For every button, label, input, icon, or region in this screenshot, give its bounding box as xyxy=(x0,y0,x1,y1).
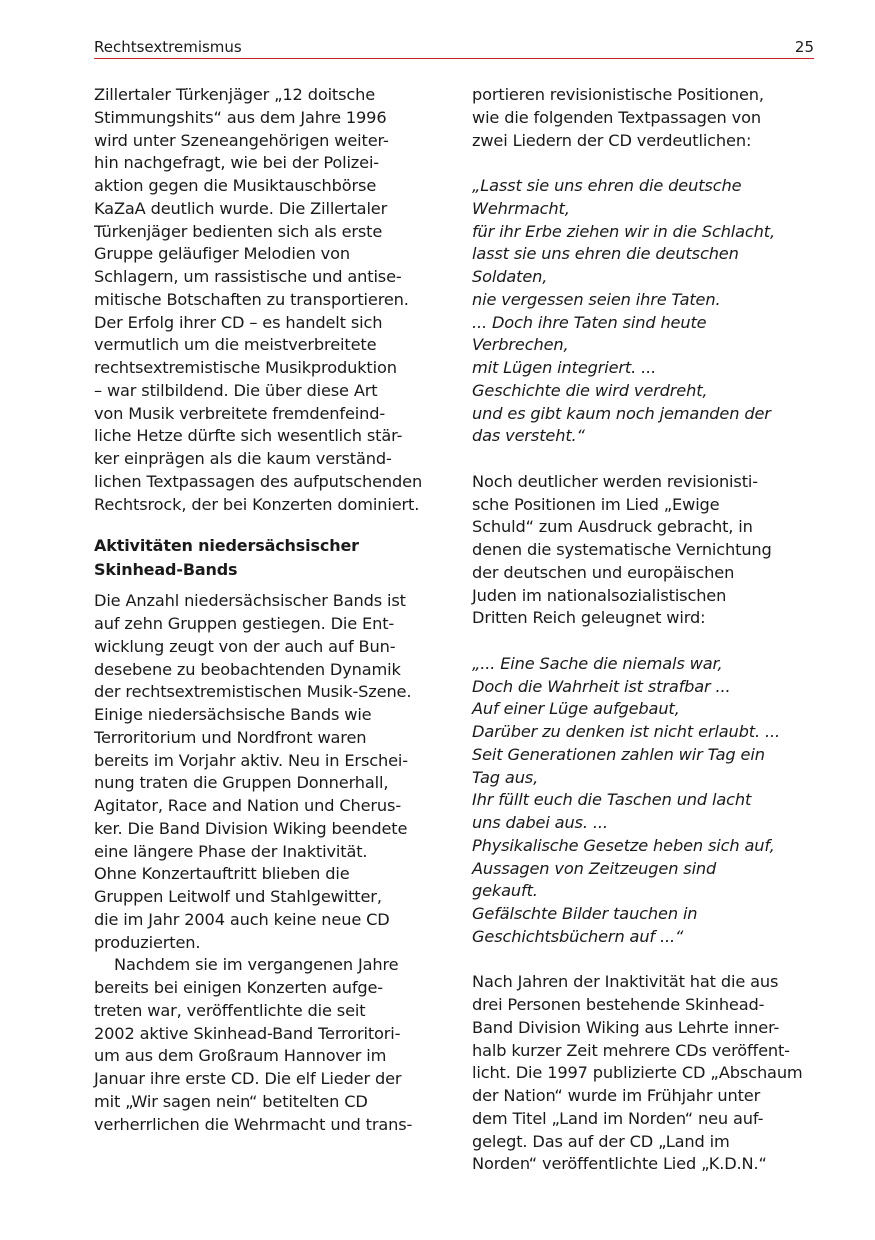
text-line: Nachdem sie im vergangenen Jahre xyxy=(114,955,399,975)
paragraph-terroritorium xyxy=(94,954,439,1136)
text-line: Schlagern, um rassistische und antise- xyxy=(94,267,402,286)
text-line: bereits im Vorjahr aktiv. Neu in Erschei- xyxy=(94,750,408,770)
text-line: rechtsextremistische Musikproduktion xyxy=(94,358,397,377)
quote-line: Ihr füllt euch die Taschen und lacht xyxy=(472,790,752,810)
quote-line: uns dabei aus. ... xyxy=(472,813,608,832)
text-line: Der Erfolg ihrer CD – es handelt sich xyxy=(94,312,383,332)
text-line: Terroritorium und Nordfront waren xyxy=(94,727,367,747)
paragraph-intro xyxy=(94,84,439,516)
text-line: gelegt. Das auf der CD „Land im xyxy=(472,1131,730,1151)
quote-line: mit Lügen integriert. ... xyxy=(472,358,657,377)
text-line: bereits bei einigen Konzerten aufge- xyxy=(94,978,383,997)
text-line: Die Anzahl niedersächsischer Bands ist xyxy=(94,591,406,611)
lyrics-quote-wehrmacht xyxy=(472,175,817,448)
text-line: wird unter Szeneangehörigen weiter- xyxy=(94,130,389,150)
text-line: Noch deutlicher werden revisionisti- xyxy=(472,471,758,491)
text-line: Gruppe geläufiger Melodien von xyxy=(94,244,350,264)
text-line: mitische Botschaften zu transportieren. xyxy=(94,289,409,309)
text-line: mit „Wir sagen nein“ betitelten CD xyxy=(94,1091,368,1111)
paragraph-gap xyxy=(472,448,817,471)
quote-line: Seit Generationen zahlen wir Tag ein xyxy=(472,744,765,764)
text-line: 2002 aktive Skinhead-Band Terroritori- xyxy=(94,1023,401,1043)
text-line: verherrlichen die Wehrmacht und trans- xyxy=(94,1114,413,1134)
text-line: produzierten. xyxy=(94,932,201,952)
text-line: nung traten die Gruppen Donnerhall, xyxy=(94,773,389,793)
quote-line: Verbrechen, xyxy=(472,335,569,355)
quote-line: gekauft. xyxy=(472,881,538,901)
quote-line: Doch die Wahrheit ist strafbar ... xyxy=(472,676,731,696)
text-line: treten war, veröffentlichte die seit xyxy=(94,1000,366,1020)
left-column xyxy=(94,84,439,1136)
paragraph-bands xyxy=(94,590,439,954)
text-line: drei Personen bestehende Skinhead- xyxy=(472,995,765,1014)
quote-line: Geschichtsbüchern auf ...“ xyxy=(472,926,684,946)
text-line: ker einprägen als die kaum verständ- xyxy=(94,449,392,468)
quote-line: „... Eine Sache die niemals war, xyxy=(472,653,723,673)
quote-line: Auf einer Lüge aufgebaut, xyxy=(472,699,680,719)
text-line: Türkenjäger bedienten sich als erste xyxy=(94,221,383,241)
text-line: halb kurzer Zeit mehrere CDs veröffent- xyxy=(472,1040,790,1060)
running-header-section: Rechtsextremismus xyxy=(94,38,242,56)
text-line: Nach Jahren der Inaktivität hat die aus xyxy=(472,972,779,992)
text-line: Juden im nationalsozialistischen xyxy=(472,585,727,605)
text-line: ker. Die Band Division Wiking beendete xyxy=(94,818,408,838)
quote-line: das versteht.“ xyxy=(472,426,585,446)
paragraph-division-wiking xyxy=(472,971,817,1176)
quote-line: Geschichte die wird verdreht, xyxy=(472,380,708,400)
text-line: Norden“ veröffentlichte Lied „K.D.N.“ xyxy=(472,1154,767,1174)
quote-line: für ihr Erbe ziehen wir in die Schlacht, xyxy=(472,221,775,241)
text-line: denen die systematische Vernichtung xyxy=(472,540,772,559)
quote-line: Gefälschte Bilder tauchen in xyxy=(472,904,698,923)
text-line: vermutlich um die meistverbreitete xyxy=(94,335,377,355)
text-line: desebene zu beobachtenden Dynamik xyxy=(94,659,401,679)
lyrics-quote-ewige-schuld xyxy=(472,653,817,949)
text-line: KaZaA deutlich wurde. Die Zillertaler xyxy=(94,198,388,218)
page-number: 25 xyxy=(794,38,814,56)
text-line: wicklung zeugt von der auch auf Bun- xyxy=(94,636,396,656)
section-heading xyxy=(94,534,439,582)
text-line: Schuld“ zum Ausdruck gebracht, in xyxy=(472,517,753,537)
quote-line: Aussagen von Zeitzeugen sind xyxy=(472,858,717,878)
text-line: eine längere Phase der Inaktivität. xyxy=(94,841,368,861)
text-line: wie die folgenden Textpassagen von xyxy=(472,107,761,127)
text-line: – war stilbildend. Die über diese Art xyxy=(94,380,378,400)
text-line: lichen Textpassagen des aufputschenden xyxy=(94,471,423,491)
text-line: liche Hetze dürfte sich wesentlich stär- xyxy=(94,426,403,446)
quote-line: nie vergessen seien ihre Taten. xyxy=(472,289,721,309)
text-line: licht. Die 1997 publizierte CD „Abschaum xyxy=(472,1063,803,1083)
quote-line: ... Doch ihre Taten sind heute xyxy=(472,312,707,332)
text-line: der deutschen und europäischen xyxy=(472,562,735,582)
paragraph-gap xyxy=(472,630,817,653)
paragraph-ewige-schuld xyxy=(472,471,817,630)
paragraph-gap xyxy=(472,152,817,175)
paragraph-gap xyxy=(472,949,817,972)
text-line: auf zehn Gruppen gestiegen. Die Ent- xyxy=(94,614,395,633)
text-line: Dritten Reich geleugnet wird: xyxy=(472,608,706,628)
text-line: der rechtsextremistischen Musik-Szene. xyxy=(94,682,412,702)
quote-line: Physikalische Gesetze heben sich auf, xyxy=(472,835,775,855)
text-line: von Musik verbreitete fremdenfeind- xyxy=(94,403,386,423)
text-line: Gruppen Leitwolf und Stahlgewitter, xyxy=(94,887,382,906)
quote-line: Soldaten, xyxy=(472,267,548,286)
right-column xyxy=(472,84,817,1176)
text-line: Agitator, Race and Nation und Cherus- xyxy=(94,796,402,815)
quote-line: „Lasst sie uns ehren die deutsche xyxy=(472,176,742,195)
text-line: zwei Liedern der CD verdeutlichen: xyxy=(472,130,752,150)
running-header xyxy=(94,36,814,59)
text-line: aktion gegen die Musiktauschbörse xyxy=(94,176,377,195)
text-line: der Nation“ wurde im Frühjahr unter xyxy=(472,1086,761,1105)
heading-line: Aktivitäten niedersächsischer xyxy=(94,536,359,556)
text-line: die im Jahr 2004 auch keine neue CD xyxy=(94,909,390,929)
text-line: Stimmungshits“ aus dem Jahre 1996 xyxy=(94,107,387,127)
text-line: um aus dem Großraum Hannover im xyxy=(94,1046,387,1066)
text-line: Band Division Wiking aus Lehrte inner- xyxy=(472,1017,780,1037)
text-line: Zillertaler Türkenjäger „12 doitsche xyxy=(94,85,376,104)
text-line: Ohne Konzertauftritt blieben die xyxy=(94,864,350,884)
text-line: Januar ihre erste CD. Die elf Lieder der xyxy=(94,1069,402,1088)
quote-line: Tag aus, xyxy=(472,767,539,787)
quote-line: Darüber zu denken ist nicht erlaubt. ... xyxy=(472,722,780,741)
text-line: portieren revisionistische Positionen, xyxy=(472,85,764,104)
text-line: Rechtsrock, der bei Konzerten dominiert. xyxy=(94,494,420,514)
text-line: sche Positionen im Lied „Ewige xyxy=(472,494,720,514)
text-line: hin nachgefragt, wie bei der Polizei- xyxy=(94,153,380,173)
quote-line: und es gibt kaum noch jemanden der xyxy=(472,403,771,423)
text-line: Einige niedersächsische Bands wie xyxy=(94,705,372,724)
paragraph-continuation xyxy=(472,84,817,152)
quote-line: Wehrmacht, xyxy=(472,198,570,218)
heading-line: Skinhead-Bands xyxy=(94,560,238,580)
text-line: dem Titel „Land im Norden“ neu auf- xyxy=(472,1108,764,1128)
quote-line: lasst sie uns ehren die deutschen xyxy=(472,244,739,264)
